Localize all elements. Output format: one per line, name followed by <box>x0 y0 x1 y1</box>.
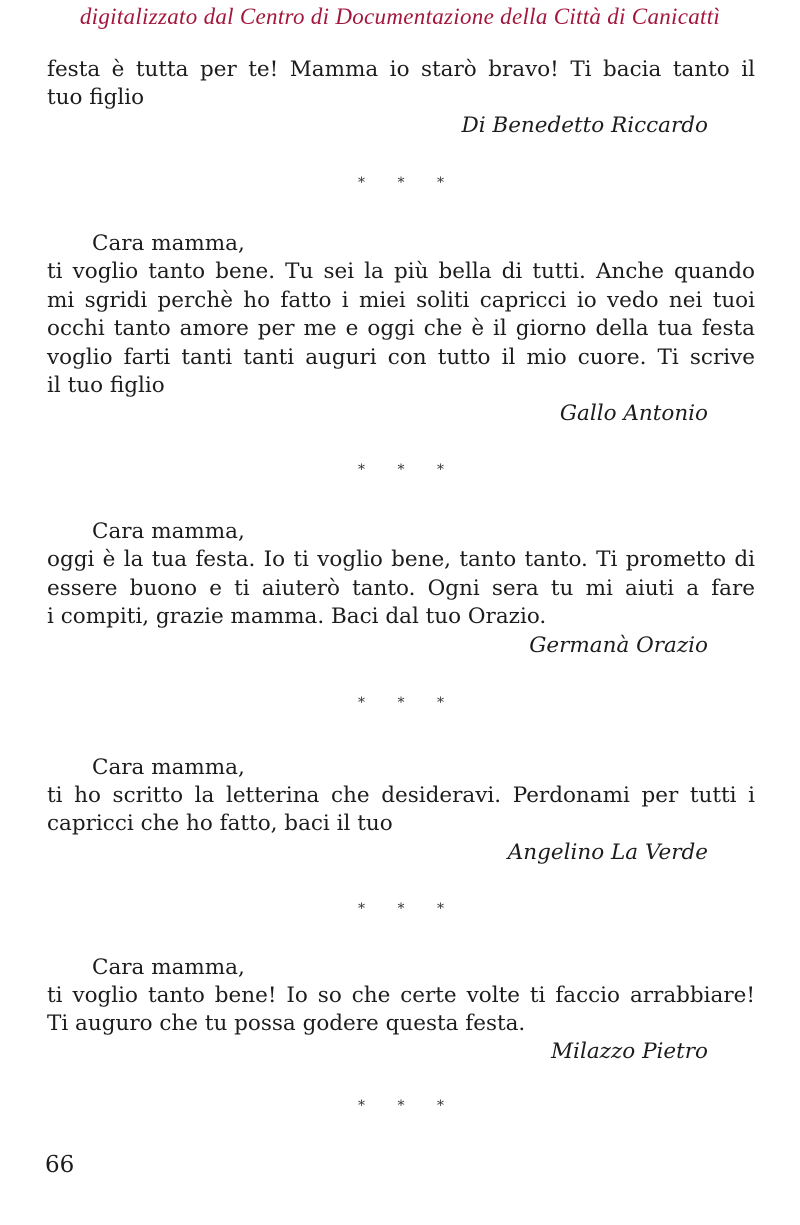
asterisk: * <box>358 901 365 917</box>
separator <box>358 463 444 477</box>
intro-line: tuo figlio <box>47 85 145 110</box>
letter-line: il tuo figlio <box>47 373 165 398</box>
letter-line: mi sgridi perchè ho fatto i miei soliti capricci io vedo nei tuoi <box>47 288 755 313</box>
separator <box>358 176 444 190</box>
intro-signature: Di Benedetto Riccardo <box>461 113 708 138</box>
asterisk: * <box>437 901 444 917</box>
letter-line: voglio farti tanti tanti auguri con tutto il mio cuore. Ti scrive <box>47 345 755 370</box>
asterisk: * <box>397 175 405 191</box>
letter-line: ti voglio tanto bene. Tu sei la più bella di tutti. Anche quando <box>47 259 755 284</box>
asterisk: * <box>358 695 365 711</box>
intro-line: festa è tutta per te! Mamma io starò bravo! Ti bacia tanto il <box>47 57 755 82</box>
letter-line: occhi tanto amore per me e oggi che è il giorno della tua festa <box>47 316 755 341</box>
letter-signature: Angelino La Verde <box>507 840 708 865</box>
letter-signature: Gallo Antonio <box>559 401 708 426</box>
asterisk: * <box>437 1098 444 1114</box>
asterisk: * <box>358 1098 365 1114</box>
letter-line: ti ho scritto la letterina che desideravi. Perdonami per tutti i <box>47 783 755 808</box>
page-number: 66 <box>45 1152 75 1178</box>
asterisk: * <box>397 462 405 478</box>
letter-line: capricci che ho fatto, baci il tuo <box>47 811 393 836</box>
letter-greeting: Cara mamma, <box>92 519 245 544</box>
watermark: digitalizzato dal Centro di Documentazione della Città di Canicattì <box>79 4 721 29</box>
separator <box>358 1099 444 1113</box>
letter-line: oggi è la tua festa. Io ti voglio bene, tanto tanto. Ti prometto di <box>47 547 755 572</box>
asterisk: * <box>358 175 365 191</box>
separator <box>358 696 444 710</box>
letter-greeting: Cara mamma, <box>92 231 245 256</box>
separator <box>358 902 444 916</box>
letter-line: i compiti, grazie mamma. Baci dal tuo Orazio. <box>47 604 547 629</box>
asterisk: * <box>437 175 444 191</box>
letter-line: ti voglio tanto bene! Io so che certe volte ti faccio arrabbiare! <box>47 983 755 1008</box>
asterisk: * <box>437 462 444 478</box>
letter-signature: Milazzo Pietro <box>551 1039 708 1064</box>
asterisk: * <box>437 695 444 711</box>
letter-greeting: Cara mamma, <box>92 755 245 780</box>
letter-greeting: Cara mamma, <box>92 955 245 980</box>
asterisk: * <box>397 695 405 711</box>
asterisk: * <box>397 1098 405 1114</box>
letter-line: Ti auguro che tu possa godere questa festa. <box>47 1011 526 1036</box>
letter-signature: Germanà Orazio <box>529 633 708 658</box>
asterisk: * <box>358 462 365 478</box>
asterisk: * <box>397 901 405 917</box>
letter-line: essere buono e ti aiuterò tanto. Ogni sera tu mi aiuti a fare <box>47 576 755 601</box>
